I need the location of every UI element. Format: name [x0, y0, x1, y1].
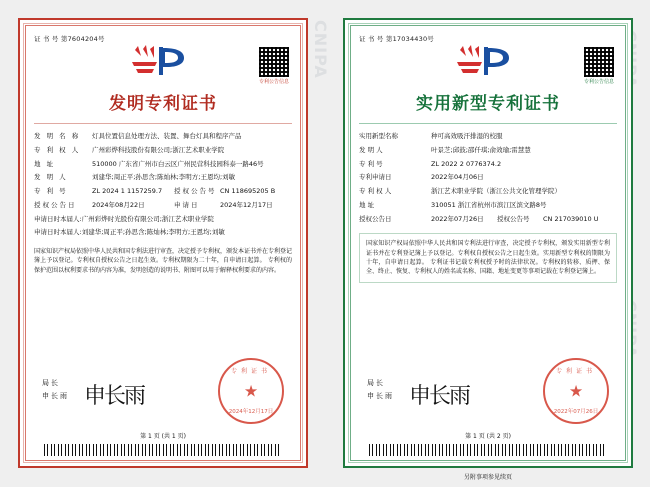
field-label: 专 利 号 — [359, 159, 383, 168]
utility-model-patent-certificate — [343, 18, 633, 468]
grant-number-value: CN 217039010 U — [543, 214, 599, 223]
certificate-body-left — [20, 20, 306, 466]
field-label: 专利申请日 — [359, 173, 392, 182]
field-value: 2022年07月26日 — [431, 214, 484, 223]
grant-number-label: 授权公告号 — [174, 187, 217, 196]
seal-text: 专利证书 — [555, 368, 596, 375]
field-value: 广州彩烨科技股份有限公司;浙江艺术职业学院 — [92, 145, 225, 154]
field-row — [34, 228, 292, 237]
official-seal — [218, 358, 284, 424]
field-label: 授权公告日 — [359, 214, 392, 223]
continuation-note: 另附事项参见续页 — [463, 474, 512, 481]
field-value: ZL 2024 1 1157259.7 — [92, 187, 163, 196]
field-row — [359, 173, 617, 182]
legal-note: 国家知识产权局依照中华人民共和国专利法进行审查，决定授予专利权，颁发实用新型专利证书并在专利登记簿上予以登记。专利权自授权公告之日起生效。实用新型专利权的期限为十年，自申请日起算。 专利证书记载专利权授予时的法律状况。专利权的转移、质押、保全、终止、恢复、专利权人的姓名或名称、国籍、地址变更等事项记载在专利登记簿上。 — [359, 233, 617, 282]
legal-note: 国家知识产权局依照中华人民共和国专利法进行审查，决定授予专利权，颁发本证书并在专利登记簿上予以登记。专利权自授权公告之日起生效。专利权期限为二十年，自申请日起算。 专利权的保护范围以权利要求书的内容为准，发明创造的说明书、附图可以用于解释权利要求的内容。 — [34, 248, 293, 274]
barcode — [44, 444, 282, 456]
field-value: 种可高效吸汗排湿的校服 — [431, 132, 503, 140]
field-label: 地 址 — [34, 159, 56, 168]
applicant-line-2: 申请日时本届人:刘建华;周正平;孙思含;陈灿林;李明方;王恩均;刘敏 — [34, 228, 225, 237]
qr-code[interactable] — [583, 46, 615, 78]
signature-image: 申长雨 — [409, 384, 470, 409]
divider — [359, 123, 617, 124]
field-row — [34, 215, 292, 224]
grant-number-value: CN 118695205 B — [220, 187, 276, 196]
field-value: ZL 2022 2 0776374.2 — [431, 159, 502, 168]
certificate-number: 证 书 号 第17034430号 — [359, 35, 434, 43]
field-label: 专 利 权 人 — [359, 187, 392, 196]
field-value: 灯具位置信息处理方法、装置、舞台灯具和程序产品 — [92, 132, 242, 140]
field-row — [34, 160, 292, 169]
field-label: 申请日 — [174, 200, 200, 209]
qr-label: 专利公告信息 — [258, 79, 289, 85]
certificate-number: 证 书 号 第7604204号 — [34, 35, 105, 43]
field-row — [34, 173, 292, 182]
official-seal — [543, 358, 609, 424]
field-value: 2022年04月06日 — [431, 173, 484, 182]
field-label: 地 址 — [359, 200, 375, 209]
field-row — [359, 132, 617, 141]
field-value: 2024年08月22日 — [92, 200, 145, 209]
page-footer: 第 1 页 (共 1 页) — [140, 433, 186, 440]
field-list-left — [34, 132, 292, 237]
field-label: 专 利 号 — [34, 187, 68, 196]
president-name: 申长雨 — [42, 392, 69, 400]
page-footer: 第 1 页 (共 2 页) — [465, 433, 511, 440]
field-list-right — [359, 132, 617, 223]
divider — [34, 123, 292, 124]
field-value: 刘建华;周正平;孙思含;陈灿林;李明方;王恩均;刘敏 — [92, 173, 236, 182]
field-row — [359, 187, 617, 196]
seal-date: 2024年12月17日 — [228, 409, 274, 415]
seal-date: 2022年07月26日 — [553, 409, 599, 415]
president-block — [367, 378, 394, 404]
field-row — [359, 201, 617, 210]
field-value: 510000 广东省广州市白云区广州民营科技园科泰一路46号 — [92, 159, 264, 168]
qr-code[interactable] — [258, 46, 290, 78]
signature-image: 申长雨 — [84, 384, 145, 409]
field-row — [34, 132, 292, 141]
field-row — [359, 215, 617, 224]
star-icon: ★ — [243, 381, 259, 401]
watermark-text: CNIPA — [311, 20, 330, 79]
qr-label: 专利公告信息 — [583, 79, 614, 85]
field-label: 实用新型名称 — [359, 132, 398, 140]
field-value: 浙江艺术职业学院（浙江公共文化管理学院） — [431, 187, 561, 196]
field-label: 发 明 人 — [34, 173, 68, 182]
invention-patent-certificate — [18, 18, 308, 468]
certificate-title: 实用新型专利证书 — [416, 94, 560, 114]
seal-text: 专利证书 — [230, 368, 271, 375]
applicant-line-1: 申请日时本届人:广州彩烨时光股份有限公司;浙江艺术职业学院 — [34, 214, 214, 223]
grant-number-label: 授权公告号 — [497, 214, 530, 223]
field-label: 专 利 权 人 — [34, 145, 81, 154]
cnipa-logo-icon — [128, 44, 198, 78]
field-label: 发 明 名 称 — [34, 132, 81, 140]
certificate-title: 发明专利证书 — [109, 94, 217, 114]
field-label: 授权公告日 — [34, 200, 77, 209]
field-label: 发 明 人 — [359, 145, 383, 154]
president-name: 申长雨 — [367, 392, 394, 400]
president-label: 局长 — [42, 379, 60, 387]
field-row — [34, 201, 292, 210]
field-row — [34, 146, 292, 155]
barcode — [369, 444, 607, 456]
certificate-body-right — [345, 20, 631, 466]
field-row — [359, 160, 617, 169]
president-label: 局长 — [367, 379, 385, 387]
field-value: 310051 浙江省杭州市滨江区滨文路8号 — [431, 200, 547, 209]
president-block — [42, 378, 69, 404]
star-icon: ★ — [568, 381, 584, 401]
cnipa-logo-icon — [453, 44, 523, 78]
field-row — [34, 187, 292, 196]
field-value: 叶景芝;邱鼓;邵仟琪;俞效瑜;雷慧慧 — [431, 145, 531, 154]
field-row — [359, 146, 617, 155]
field-value: 2024年12月17日 — [220, 200, 273, 209]
